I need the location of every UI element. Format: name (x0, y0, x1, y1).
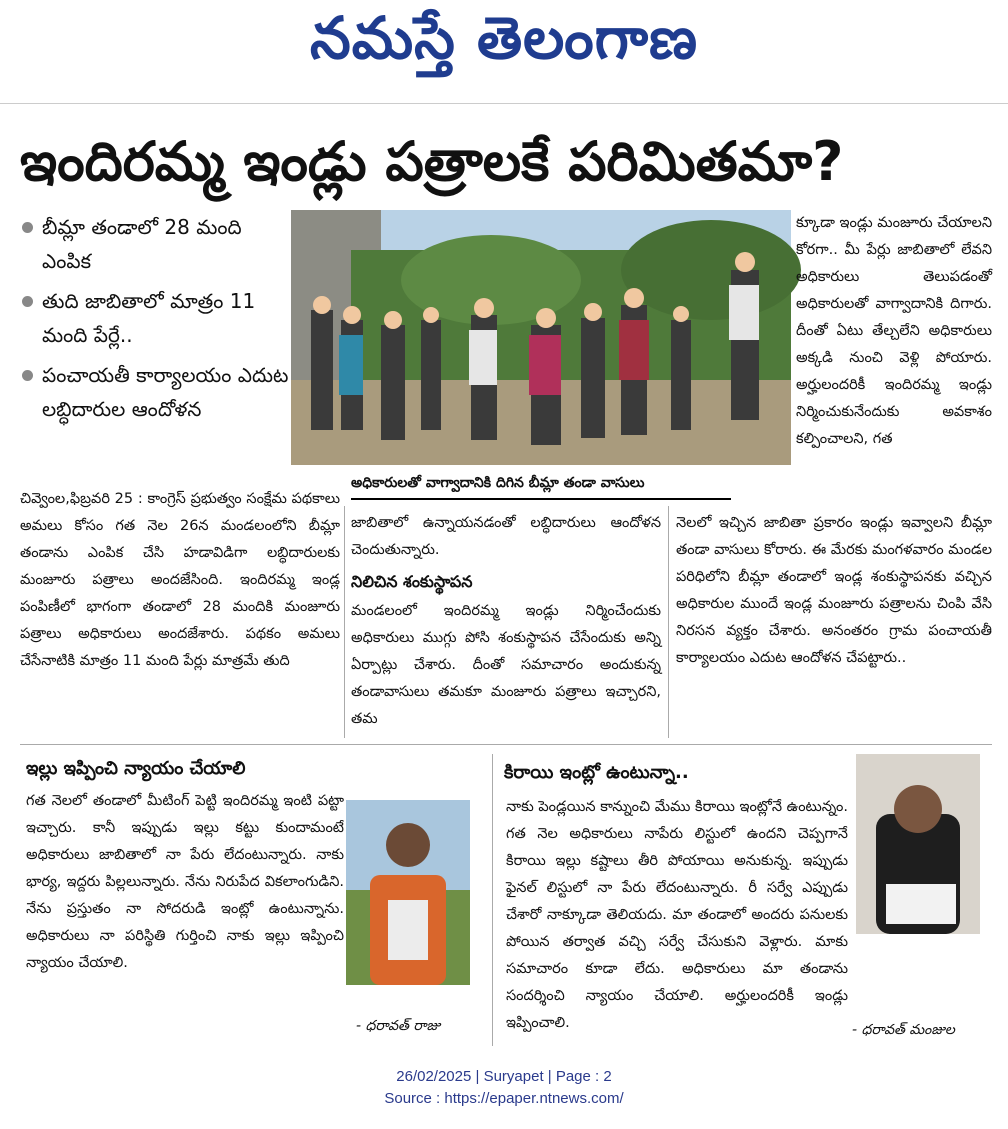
summary-bullets (20, 210, 292, 432)
quote-text: నాకు పెండ్లయిన కాన్నుంచి మేము కిరాయి ఇంట్లోనే ఉంటున్నం. గత నెల అధికారులు నాపేరు లిస్టులో ఉందని చెప్పగానే కిరాయి ఇల్లు కష్టాలు తీరి పోయాయి అనుకున్న. ఇప్పుడు ఫైనల్ లిస్టులో నా పేరు లేదంటున్నారు. రీ సర్వే ఎప్పుడు చేశారో నాక్కూడా తెలియదు. మా తండాలో అందరు పనులకు పోయిన తర్వాత వచ్చి సర్వే చేసుకుని వెళ్లారు. మాకు సమాచారం కూడా లేదు. అధికారులు మా తండాను సందర్శించి న్యాయం చేయాలి. అర్హులందరికీ ఇండ్లు ఇప్పించాలి. (506, 799, 848, 1031)
bullet-icon (22, 222, 33, 233)
person-photo-raju (346, 800, 470, 985)
bullet-text: తుది జాబితాలో మాత్రం 11 మంది పేర్లే.. (42, 289, 256, 347)
article-column-2 (351, 510, 661, 565)
signature: - ధరావత్ మంజుల (852, 1022, 955, 1038)
section-subhead: నిలిచిన శంకుస్థాపన (351, 572, 473, 591)
bullet-icon (22, 296, 33, 307)
news-photo (291, 210, 791, 465)
column-text: చివ్వెంల,ఫిబ్రవరి 25 : కాంగ్రెస్ ప్రభుత్వం సంక్షేమ పథకాలు అమలు కోసం గత నెల 26న మండలంలోని బీమ్లా తండాను ఎంపిక చేసి హడావిడిగా లబ్ధిదారులకు మంజూరు పత్రాలు అందజేసింది. ఇందిరమ్మ ఇండ్ల పంపిణీలో భాగంగా తండాలో 28 మందికి మంజూరు పత్రాలు అధికారులు అందజేశారు. పథకం అమలు చేసేనాటికి మాత్రం 11 మంది పేర్లు మాత్రమే తుది (20, 491, 340, 669)
column-text: క్కూడా ఇండ్లు మంజూరు చేయాలని కోరగా.. మీ పేర్లు జాబితాలో లేవని అధికారులు తెలుపడంతో అధికారులతో వాగ్వాదానికి దిగారు. దీంతో ఏటు తేల్చలేని అధికారులు అక్కడి నుంచి వెళ్లి పోయారు. అర్హులందరికీ ఇందిరమ్మ ఇండ్లు నిర్మించుకునేందుకు అవకాశం కల్పించాలని, గత (796, 215, 993, 447)
quote-box-right-text (506, 794, 848, 1031)
footer-source: Source : https://epaper.ntnews.com/ (384, 1090, 624, 1107)
column-divider (344, 506, 345, 738)
article-column-3-bottom (676, 510, 992, 738)
section-divider (20, 744, 992, 745)
masthead-title: నమస్తే తెలంగాణ (310, 4, 698, 72)
article-column-2-body (351, 598, 661, 738)
column-text: మండలంలో ఇందిరమ్మ ఇండ్లు నిర్మించేందుకు అధికారులు ముగ్గు పోసి శంకుస్థాపన చేసేందుకు అన్ని ఏర్పాట్లు చేశారు. దీంతో సమాచారం అందుకున్న తండావాసులు తమకూ మంజూరు పత్రాలు ఇచ్చారని, తమ (351, 603, 661, 727)
signature: - ధరావత్ రాజు (356, 1018, 441, 1034)
masthead-divider (0, 103, 1008, 104)
footer-dateline: 26/02/2025 | Suryapet | Page : 2 (396, 1068, 612, 1085)
bullet-text: బీమ్లా తండాలో 28 మంది ఎంపిక (42, 215, 242, 273)
photo-caption: అధికారులతో వాగ్వాదానికి దిగిన బీమ్లా తండా వాసులు (351, 470, 731, 500)
summary-bullet (20, 284, 292, 352)
summary-bullet (20, 358, 292, 426)
column-text: జాబితాలో ఉన్నాయనడంతో లబ్ధిదారులు ఆందోళన చెందుతున్నారు. (351, 515, 661, 558)
summary-bullet (20, 210, 292, 278)
news-clipping (6, 118, 1002, 1050)
person-photo-manjula (856, 754, 980, 934)
bullet-text: పంచాయతీ కార్యాలయం ఎదుట లబ్ధిదారుల ఆందోళన (42, 363, 289, 421)
quote-box-left-text (26, 788, 344, 1018)
box-title: కిరాయి ఇంట్లో ఉంటున్నా.. (504, 762, 689, 783)
article-headline: ఇందిరమ్మ ఇండ్లు పత్రాలకే పరిమితమా? (20, 130, 844, 193)
column-divider (668, 506, 669, 738)
column-text: నెలలో ఇచ్చిన జాబితా ప్రకారం ఇండ్లు ఇవ్వాలని బీమ్లా తండా వాసులు కోరారు. ఈ మేరకు మంగళవారం మండల పరిధిలోని బీమ్లా తండాలో ఇండ్ల శంకుస్థాపనకు వచ్చిన అధికారుల ముందే ఇండ్ల మంజూరు పత్రాలను చింపి వేసి నిరసన వ్యక్తం చేశారు. అనంతరం గ్రామ పంచాయతీ కార్యాలయం ఎదుట ఆందోళన చేపట్టారు.. (676, 515, 992, 666)
masthead (0, 0, 1008, 102)
quote-text: గత నెలలో తండాలో మీటింగ్ పెట్టి ఇందిరమ్మ ఇంటి పట్టా ఇచ్చారు. కానీ ఇప్పుడు ఇల్లు కట్టు కుందామంటే అధికారులు జాబితాలో నా పేరు లేదంటున్నారు. నాకు భార్య, ఇద్దరు పిల్లలున్నారు. నేను నిరుపేద వికలాంగుడిని. నేను ప్రస్తుతం నా సోదరుడి ఇంట్లో ఉంటున్నాను. అధికారులు నా పరిస్థితి గుర్తించి నాకు ఇల్లు ఇప్పించి న్యాయం చేయాలి. (26, 793, 344, 971)
article-column-1 (20, 486, 340, 738)
box-title: ఇల్లు ఇప్పించి న్యాయం చేయాలి (26, 758, 246, 779)
box-divider (492, 754, 493, 1046)
bullet-icon (22, 370, 33, 381)
article-column-3-top (796, 210, 992, 510)
